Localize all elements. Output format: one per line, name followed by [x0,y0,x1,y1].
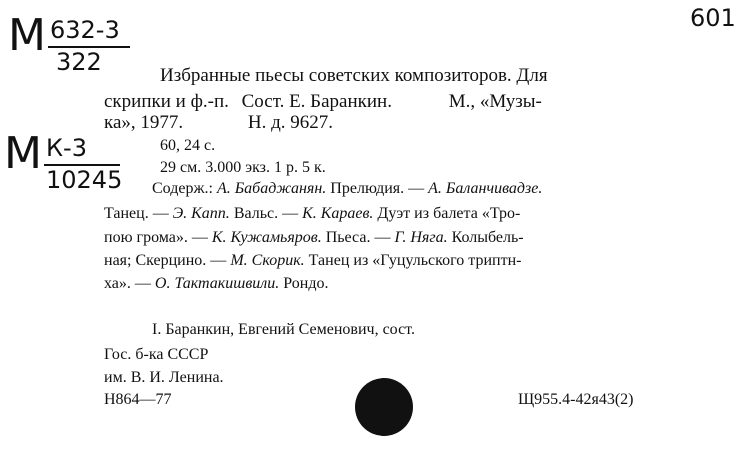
classification-code: Щ955.4-42я43(2) [518,391,634,408]
tracing-line: I. Баранкин, Евгений Семенович, сост. [152,321,415,338]
contents-line [152,181,542,197]
composer-name: К. Кужамьяров. [211,229,322,246]
composer-name: М. Скорик. [230,252,305,269]
contents-text: Танец. — [104,205,173,222]
card-number: Н864—77 [104,391,172,408]
contents-text: Содерж.: [152,180,217,197]
contents-text: ная; Скерцино. — [104,252,231,269]
contents-text: Вальс. — [229,205,303,222]
title-instrument: скрипки и ф.-п. [104,91,229,112]
composer-name: Г. Няга. [394,229,448,246]
title-line-1 [160,66,548,85]
title-line-3 [104,113,333,132]
composer-name: А. Бабаджанян. [216,180,327,197]
contents-text: пою грома». — [104,229,212,246]
contents-text: ха». — [104,275,155,292]
contents-line [104,276,328,292]
shelf-letter-2: М [4,128,42,179]
contents-text: Дуэт из балета «Тро- [373,205,521,222]
title-text: Избранные пьесы советских композиторов. Для [160,65,548,86]
contents-text: Колыбель- [447,229,524,246]
library-line-1: Гос. б-ка СССР [104,346,209,363]
corner-number: 601 [690,4,736,32]
composer-name: К. Караев. [302,205,374,222]
contents-text: Рондо. [279,275,329,292]
contents-text: Танец из «Гуцульского триптн- [304,252,522,269]
composer-name: Э. Капп. [172,205,230,222]
contents-text: Прелюдия. — [326,180,429,197]
contents-line [104,230,524,246]
contents-line [104,206,520,222]
title-line-2 [104,92,542,111]
publication-year: ка», 1977. [104,112,184,133]
shelf-code-2-top: К-3 [46,134,87,162]
contents-line [104,253,521,269]
shelf-letter-1: М [8,10,46,61]
shelf-code-1-top: 632-3 [50,16,120,44]
plate-number: Н. д. 9627. [247,112,334,133]
size-price-line: 29 см. 3.000 экз. 1 р. 5 к. [160,159,326,176]
shelf-code-2-bottom: 10245 [46,166,123,194]
composer-name: О. Тактакишвили. [154,275,280,292]
pages-line: 60, 24 с. [160,137,216,154]
compiler-statement: Сост. Е. Баранкин. [241,91,392,112]
library-line-2: им. В. И. Ленина. [104,369,224,386]
contents-text: Пьеса. — [321,229,395,246]
composer-name: А. Баланчивадзе. [428,180,543,197]
library-stamp [355,378,413,436]
shelf-code-1-bottom: 322 [56,48,102,76]
publisher-statement: М., «Музы- [448,91,542,112]
